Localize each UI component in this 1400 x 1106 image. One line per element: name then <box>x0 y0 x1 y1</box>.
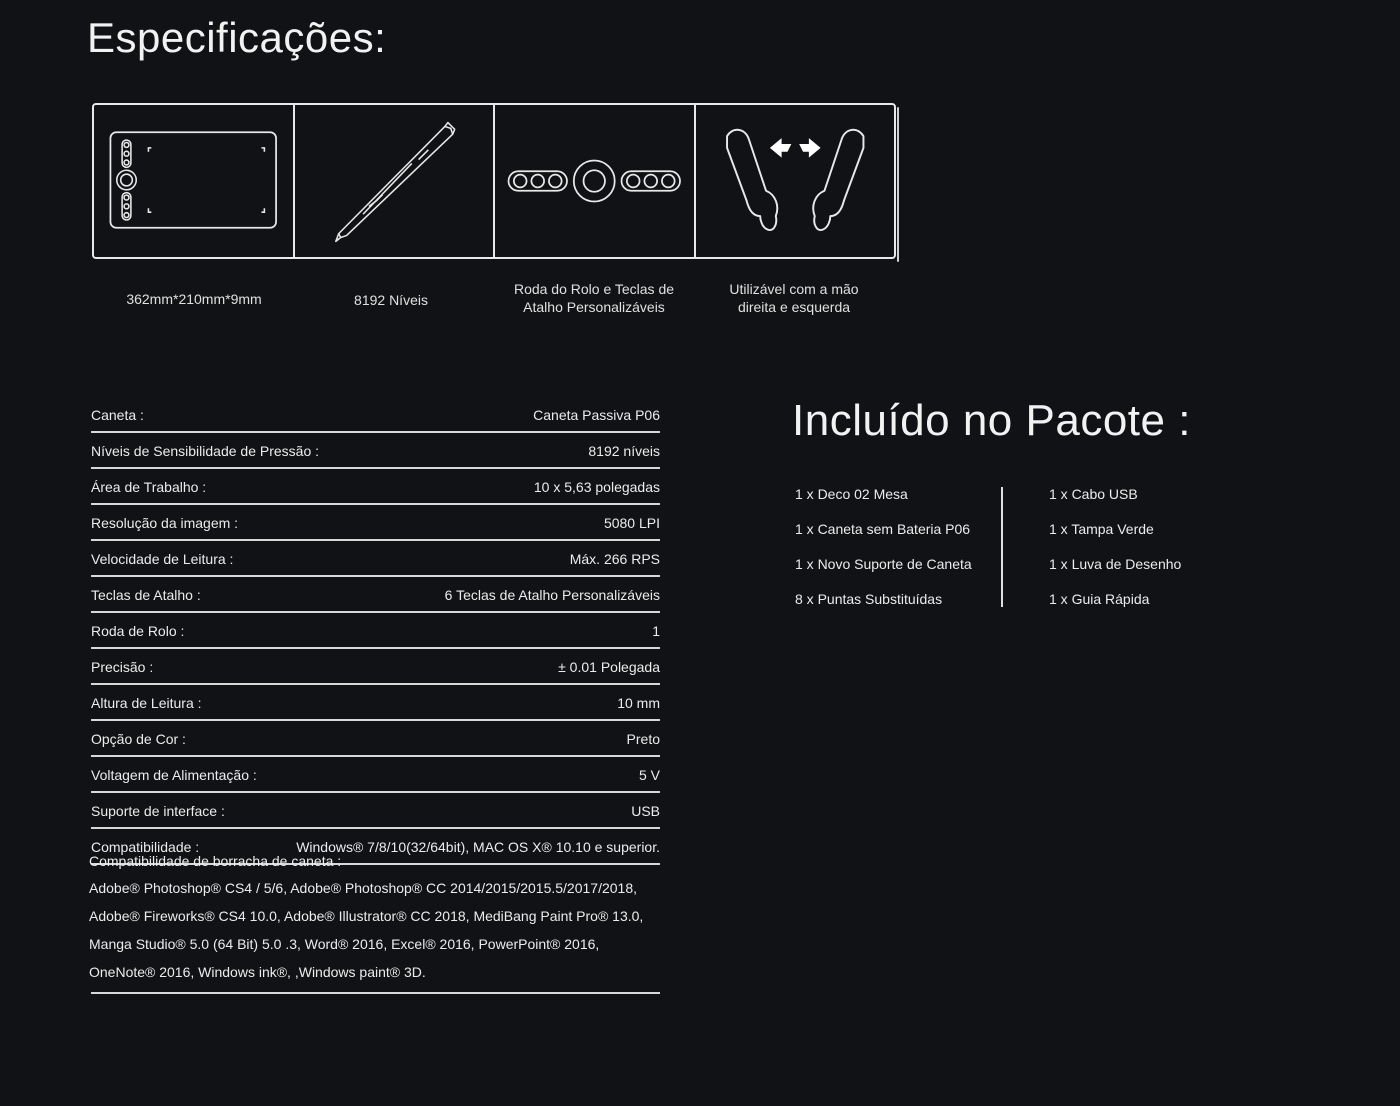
page-title: Especificações: <box>87 14 387 61</box>
pen-icon <box>295 105 494 257</box>
spec-row <box>91 469 660 505</box>
feature-caption-size: 362mm*210mm*9mm <box>126 291 262 307</box>
scroll-wheel-icon <box>495 105 694 257</box>
spec-label: Níveis de Sensibilidade de Pressão : <box>91 442 320 459</box>
spec-row <box>91 721 660 757</box>
spec-value: 8192 níveis <box>588 442 660 459</box>
list-item: 1 x Caneta sem Bateria P06 <box>795 521 971 537</box>
spec-label: Caneta : <box>91 406 144 423</box>
package-divider <box>1001 487 1003 607</box>
feature-caption-wheel: Roda do Rolo e Teclas de Atalho Personalizáveis <box>513 281 675 315</box>
compat-line: OneNote® 2016, Windows ink®, ,Windows paint® 3D. <box>89 964 426 980</box>
spec-row <box>91 613 660 649</box>
feature-caption-levels: 8192 Níveis <box>354 292 428 308</box>
list-item: 1 x Guia Rápida <box>1049 591 1150 607</box>
spec-label: Resolução da imagem : <box>91 514 239 531</box>
spec-label: Precisão : <box>91 658 154 675</box>
spec-label: Altura de Leitura : <box>91 694 202 711</box>
hands-icon <box>696 105 895 257</box>
spec-value: 10 x 5,63 polegadas <box>533 478 660 495</box>
spec-row <box>91 505 660 541</box>
compat-title: Compatibilidade de borracha de caneta : <box>89 853 342 869</box>
spec-label: Compatibilidade : <box>91 838 200 855</box>
package-list-left <box>795 483 972 623</box>
feature-cell-wheel <box>495 105 696 257</box>
spec-row <box>91 433 660 469</box>
list-item: 1 x Deco 02 Mesa <box>795 486 908 502</box>
spec-row <box>91 757 660 793</box>
spec-row <box>91 397 660 433</box>
spec-value: ± 0.01 Polegada <box>558 658 660 675</box>
compat-line: Adobe® Fireworks® CS4 10.0, Adobe® Illustrator® CC 2018, MediBang Paint Pro® 13.0, <box>89 908 644 924</box>
spec-value: 5080 LPI <box>603 514 660 531</box>
list-item: 1 x Novo Suporte de Caneta <box>795 556 972 572</box>
spec-value: 5 V <box>638 766 660 783</box>
package-list-right <box>1049 483 1181 623</box>
spec-value: Preto <box>626 730 660 747</box>
list-item: 1 x Cabo USB <box>1049 486 1138 502</box>
compat-line: Manga Studio® 5.0 (64 Bit) 5.0 .3, Word® 2016, Excel® 2016, PowerPoint® 2016, <box>89 936 600 952</box>
list-item: 1 x Luva de Desenho <box>1049 556 1182 572</box>
spec-row <box>91 577 660 613</box>
spec-value: USB <box>631 802 660 819</box>
list-item: 8 x Puntas Substituídas <box>795 591 943 607</box>
spec-label: Teclas de Atalho : <box>91 586 201 603</box>
spec-label: Opção de Cor : <box>91 730 186 747</box>
spec-row <box>91 685 660 721</box>
package-title: Incluído no Pacote : <box>792 396 1191 445</box>
feature-cell-tablet <box>94 105 295 257</box>
list-item: 1 x Tampa Verde <box>1049 521 1154 537</box>
spec-label: Voltagem de Alimentação : <box>91 766 257 783</box>
spec-value: 6 Teclas de Atalho Personalizáveis <box>444 586 660 603</box>
spec-label: Velocidade de Leitura : <box>91 550 234 567</box>
compat-line: Adobe® Photoshop® CS4 / 5/6, Adobe® Photoshop® CC 2014/2015/2015.5/2017/2018, <box>89 880 638 896</box>
feature-caption-hands: Utilizável com a mão direita e esquerda <box>729 281 859 315</box>
feature-icons-panel <box>92 103 896 259</box>
tablet-icon <box>94 105 293 257</box>
specs-table <box>91 397 660 865</box>
spec-row <box>91 649 660 685</box>
spec-label: Roda de Rolo : <box>91 622 185 639</box>
spec-row <box>91 541 660 577</box>
spec-value: Máx. 266 RPS <box>569 550 660 567</box>
spec-label: Área de Trabalho : <box>91 478 207 495</box>
spec-value: 1 <box>652 622 660 639</box>
spec-value: 10 mm <box>617 694 660 711</box>
spec-label: Suporte de interface : <box>91 802 225 819</box>
spec-row <box>91 793 660 829</box>
eraser-compatibility <box>89 848 660 986</box>
feature-cell-pen <box>295 105 496 257</box>
spec-value: Windows® 7/8/10(32/64bit), MAC OS X® 10.10 e superior. <box>296 838 660 855</box>
spec-value: Caneta Passiva P06 <box>533 406 660 423</box>
feature-cell-hands <box>696 105 895 257</box>
divider <box>91 992 660 994</box>
